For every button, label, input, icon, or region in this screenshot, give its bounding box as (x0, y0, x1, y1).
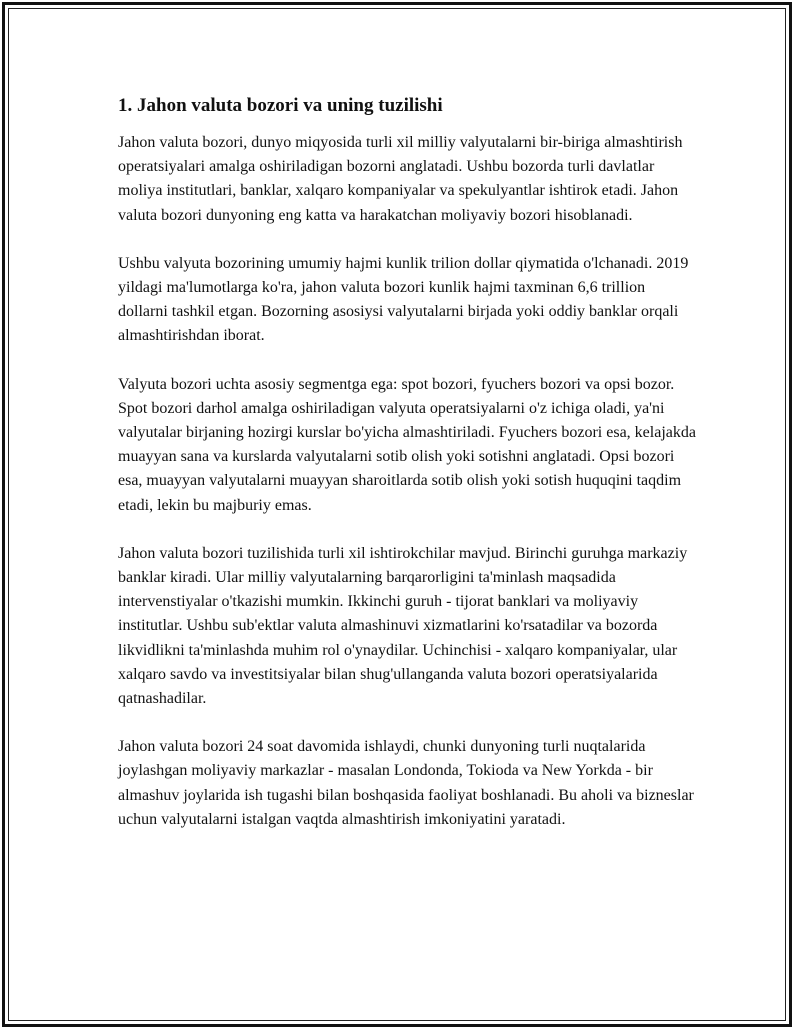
paragraph-3: Valyuta bozori uchta asosiy segmentga ega: spot bozori, fyuchers bozori va opsi bozor. Spot bozori darhol amalga oshiriladigan valyuta operatsiyalarni o'z ichiga oladi, ya'ni valyutalar birjaning hozirgi kurslar bo'yicha almashtiriladi. Fyuchers bozori esa, kelajakda muayyan sana va kurslarda valyutalarni sotib olish yoki sotishni anglatadi. Opsi bozori esa, muayyan valyutalarni muayyan sharoitlarda sotib olish yoki sotish huquqini taqdim etadi, lekin bu majburiy emas. (118, 375, 696, 514)
paragraph-4: Jahon valuta bozori tuzilishida turli xil ishtirokchilar mavjud. Birinchi guruhga markaziy banklar kiradi. Ular milliy valyutalarning barqarorligini ta'minlash maqsadida intervenstiyalar o'tkazishi mumkin. Ikkinchi guruh - tijorat banklari va moliyaviy institutlar. Ushbu sub'ektlar valuta almashinuvi xizmatlarini ko'rsatadilar va bozorda likvidlikni ta'minlashda muhim rol o'ynaydilar. Uchinchisi - xalqaro kompaniyalar, ular xalqaro savdo va investitsiyalar bilan shug'ullanganda valuta bozori operatsiyalarida qatnashadilar. (118, 544, 688, 708)
paragraph-1: Jahon valuta bozori, dunyo miqyosida turli xil milliy valyutalarni bir-biriga almashtirish operatsiyalari amalga oshiriladigan bozorni anglatadi. Ushbu bozorda turli davlatlar moliya institutlari, banklar, xalqaro kompaniyalar va spekulyantlar ishtirok etadi. Jahon valuta bozori dunyoning eng katta va harakatchan moliyaviy bozori hisoblanadi. (118, 134, 683, 224)
section-title: 1. Jahon valuta bozori va uning tuzilishi (118, 95, 443, 116)
paragraph-2: Ushbu valyuta bozorining umumiy hajmi kunlik trilion dollar qiymatida o'lchanadi. 2019 yildagi ma'lumotlarga ko'ra, jahon valuta bozori kunlik hajmi taxminan 6,6 trillion dollarni tashkil etgan. Bozorning asosiysi valyutalarni birjada yoki oddiy banklar orqali almashtirishdan iborat. (118, 254, 689, 345)
paragraph-5: Jahon valuta bozori 24 soat davomida ishlaydi, chunki dunyoning turli nuqtalarida joylashgan moliyaviy markazlar - masalan Londonda, Tokioda va New Yorkda - bir almashuv joylarida ish tugashi bilan boshqasida faoliyat boshlanadi. Bu aholi va bizneslar uchun valyutalarni istalgan vaqtda almashtirish imkoniyatini yaratadi. (118, 738, 694, 828)
document-body (118, 92, 698, 856)
